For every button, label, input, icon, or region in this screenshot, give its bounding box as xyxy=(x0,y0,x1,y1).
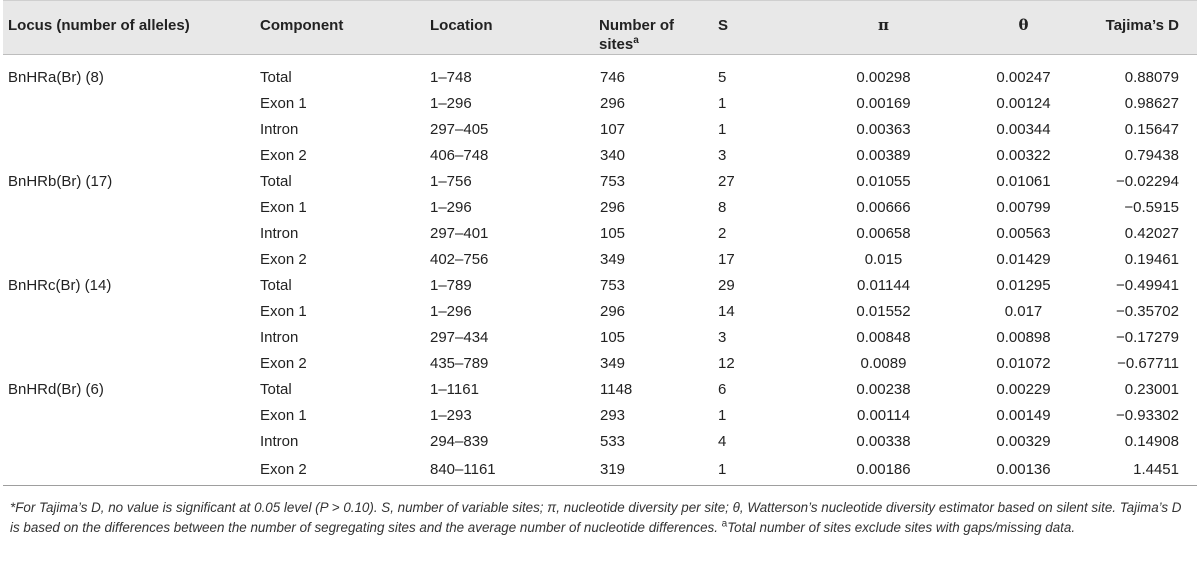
cell-theta: 0.00799 xyxy=(996,199,1051,216)
cell-component: Exon 2 xyxy=(260,147,307,164)
cell-number-of-sites: 340 xyxy=(600,147,626,164)
cell-pi: 0.01055 xyxy=(856,173,911,190)
cell-locus xyxy=(3,143,255,169)
cell-locus: BnHRa(Br) (8) xyxy=(8,69,104,86)
cell-number-of-sites: 107 xyxy=(600,121,626,138)
cell-number-of-sites: 349 xyxy=(600,251,626,268)
cell-location: 1–748 xyxy=(430,69,472,86)
cell-pi: 0.00114 xyxy=(856,407,911,424)
cell-s: 5 xyxy=(718,69,727,86)
cell-component: Exon 1 xyxy=(260,95,307,112)
cell-theta: 0.00136 xyxy=(953,455,1093,485)
cell-location: 402–756 xyxy=(430,251,489,268)
cell-location: 1–789 xyxy=(430,277,472,294)
cell-component: Exon 1 xyxy=(260,303,307,320)
cell-pi: 0.00238 xyxy=(856,381,911,398)
cell-theta: 0.00329 xyxy=(996,433,1051,450)
header-location: Location xyxy=(425,1,595,55)
table-body xyxy=(3,55,1197,486)
cell-location: 1–293 xyxy=(430,407,472,424)
header-locus: Locus (number of alleles) xyxy=(3,1,255,55)
header-s: S xyxy=(713,1,813,55)
cell-tajimas-d: 0.14908 xyxy=(1124,433,1179,450)
cell-pi: 0.00363 xyxy=(856,121,911,138)
cell-tajimas-d: −0.17279 xyxy=(1116,329,1179,346)
cell-tajimas-d: 0.98627 xyxy=(1124,95,1179,112)
footnote-marker: a xyxy=(721,518,728,530)
cell-locus: BnHRd(Br) (6) xyxy=(8,381,104,398)
cell-locus xyxy=(3,195,255,221)
cell-pi: 0.015 xyxy=(864,251,903,268)
cell-tajimas-d: 0.15647 xyxy=(1124,121,1179,138)
cell-tajimas-d: −0.5915 xyxy=(1124,199,1179,216)
cell-location: 297–401 xyxy=(430,225,489,242)
table-row xyxy=(3,117,1197,143)
cell-s: 1 xyxy=(713,455,813,485)
diversity-table xyxy=(3,0,1197,486)
table-row xyxy=(3,325,1197,351)
cell-pi: 0.01552 xyxy=(856,303,911,320)
header-sites-label: Number of sites xyxy=(599,17,674,53)
cell-component: Exon 1 xyxy=(260,199,307,216)
cell-location: 435–789 xyxy=(430,355,489,372)
table-row xyxy=(3,299,1197,325)
cell-component: Intron xyxy=(260,121,299,138)
cell-number-of-sites: 319 xyxy=(595,455,713,485)
table-footnote xyxy=(0,486,1200,538)
table-header xyxy=(3,1,1197,55)
cell-theta: 0.00247 xyxy=(996,69,1051,86)
cell-theta: 0.00563 xyxy=(996,225,1051,242)
cell-theta: 0.01429 xyxy=(996,251,1051,268)
table-row xyxy=(3,195,1197,221)
cell-theta: 0.00149 xyxy=(996,407,1051,424)
cell-location: 1–296 xyxy=(430,95,472,112)
table-row xyxy=(3,169,1197,195)
cell-s: 29 xyxy=(718,277,735,294)
table-row xyxy=(3,403,1197,429)
cell-number-of-sites: 746 xyxy=(600,69,626,86)
cell-tajimas-d: −0.93302 xyxy=(1116,407,1179,424)
table-row xyxy=(3,247,1197,273)
cell-tajimas-d: 0.23001 xyxy=(1124,381,1179,398)
cell-theta: 0.00898 xyxy=(996,329,1051,346)
footnote-a-note: Total number of sites exclude sites with gaps/missing data. xyxy=(727,519,1076,535)
cell-number-of-sites: 753 xyxy=(600,277,626,294)
cell-locus: BnHRc(Br) (14) xyxy=(8,277,112,294)
cell-tajimas-d: −0.02294 xyxy=(1116,173,1179,190)
cell-location: 297–434 xyxy=(430,329,489,346)
table-row xyxy=(3,429,1197,455)
cell-location: 406–748 xyxy=(430,147,489,164)
cell-component: Exon 2 xyxy=(255,455,425,485)
cell-locus xyxy=(3,403,255,429)
cell-theta: 0.00344 xyxy=(996,121,1051,138)
table-row xyxy=(3,221,1197,247)
cell-s: 12 xyxy=(718,355,735,372)
cell-number-of-sites: 105 xyxy=(600,225,626,242)
footnote-main: *For Tajima’s D, no value is significant at 0.05 level (P > 0.10). S, number of variable sites; π, nucleotide diversity per site; θ, Watterson’s nucleotide diversity estimator based on silent site. Tajima’s D is based on the differences between the number of segregating sites and the average number of nucleotide differences. xyxy=(10,499,1182,535)
cell-number-of-sites: 296 xyxy=(600,199,626,216)
cell-location: 1–1161 xyxy=(430,381,479,398)
cell-pi: 0.00666 xyxy=(856,199,911,216)
header-sites-superscript: a xyxy=(633,35,639,46)
cell-tajimas-d: −0.35702 xyxy=(1116,303,1179,320)
cell-number-of-sites: 533 xyxy=(600,433,626,450)
cell-s: 2 xyxy=(718,225,727,242)
cell-component: Intron xyxy=(260,329,299,346)
cell-number-of-sites: 105 xyxy=(600,329,626,346)
cell-theta: 0.00124 xyxy=(996,95,1051,112)
cell-number-of-sites: 293 xyxy=(600,407,626,424)
cell-s: 3 xyxy=(718,147,727,164)
cell-locus xyxy=(3,221,255,247)
table-row xyxy=(3,273,1197,299)
cell-location: 1–756 xyxy=(430,173,472,190)
header-component: Component xyxy=(255,1,425,55)
cell-locus xyxy=(3,455,255,485)
cell-s: 17 xyxy=(718,251,735,268)
cell-component: Total xyxy=(260,277,292,294)
cell-s: 27 xyxy=(718,173,735,190)
cell-locus: BnHRb(Br) (17) xyxy=(8,173,113,190)
table-row xyxy=(3,91,1197,117)
header-theta: θ xyxy=(953,1,1093,55)
cell-number-of-sites: 296 xyxy=(600,303,626,320)
cell-theta: 0.01295 xyxy=(996,277,1051,294)
cell-tajimas-d: 0.88079 xyxy=(1124,69,1179,86)
cell-location: 840–1161 xyxy=(425,455,595,485)
cell-s: 1 xyxy=(718,407,727,424)
cell-s: 3 xyxy=(718,329,727,346)
cell-pi: 0.00389 xyxy=(856,147,911,164)
cell-component: Total xyxy=(260,69,292,86)
cell-component: Intron xyxy=(260,225,299,242)
cell-location: 297–405 xyxy=(430,121,489,138)
cell-theta: 0.00322 xyxy=(996,147,1051,164)
cell-pi: 0.00169 xyxy=(856,95,911,112)
cell-component: Exon 2 xyxy=(260,251,307,268)
cell-component: Intron xyxy=(260,433,299,450)
cell-locus xyxy=(3,117,255,143)
header-pi: π xyxy=(813,1,953,55)
table-row xyxy=(3,455,1197,485)
cell-pi: 0.00186 xyxy=(813,455,953,485)
cell-s: 1 xyxy=(718,95,727,112)
cell-tajimas-d: 1.4451 xyxy=(1093,455,1197,485)
cell-locus xyxy=(3,429,255,455)
cell-theta: 0.01072 xyxy=(996,355,1051,372)
cell-number-of-sites: 349 xyxy=(600,355,626,372)
cell-pi: 0.0089 xyxy=(860,355,907,372)
cell-locus xyxy=(3,351,255,377)
table-row xyxy=(3,143,1197,169)
cell-pi: 0.00848 xyxy=(856,329,911,346)
cell-theta: 0.017 xyxy=(1004,303,1043,320)
cell-pi: 0.00298 xyxy=(856,69,911,86)
cell-s: 8 xyxy=(718,199,727,216)
table-row xyxy=(3,351,1197,377)
cell-s: 4 xyxy=(718,433,727,450)
cell-location: 294–839 xyxy=(430,433,489,450)
cell-locus xyxy=(3,299,255,325)
cell-number-of-sites: 753 xyxy=(600,173,626,190)
cell-pi: 0.01144 xyxy=(856,277,911,294)
cell-s: 6 xyxy=(718,381,727,398)
cell-pi: 0.00658 xyxy=(856,225,911,242)
cell-tajimas-d: 0.79438 xyxy=(1124,147,1179,164)
cell-s: 14 xyxy=(718,303,735,320)
table-row xyxy=(3,55,1197,92)
cell-tajimas-d: 0.42027 xyxy=(1124,225,1179,242)
cell-tajimas-d: 0.19461 xyxy=(1124,251,1179,268)
cell-pi: 0.00338 xyxy=(856,433,911,450)
cell-number-of-sites: 296 xyxy=(600,95,626,112)
cell-tajimas-d: −0.67711 xyxy=(1117,355,1179,372)
cell-location: 1–296 xyxy=(430,303,472,320)
cell-locus xyxy=(3,325,255,351)
cell-component: Exon 1 xyxy=(260,407,307,424)
cell-location: 1–296 xyxy=(430,199,472,216)
header-tajimas-d: Tajima’s D xyxy=(1093,1,1197,55)
cell-tajimas-d: −0.49941 xyxy=(1116,277,1179,294)
cell-number-of-sites: 1148 xyxy=(600,381,633,398)
cell-theta: 0.01061 xyxy=(996,173,1051,190)
cell-s: 1 xyxy=(718,121,727,138)
table-row xyxy=(3,377,1197,403)
cell-locus xyxy=(3,91,255,117)
cell-component: Total xyxy=(260,381,292,398)
cell-component: Exon 2 xyxy=(260,355,307,372)
header-number-of-sites xyxy=(595,1,713,55)
cell-theta: 0.00229 xyxy=(996,381,1051,398)
cell-locus xyxy=(3,247,255,273)
cell-component: Total xyxy=(260,173,292,190)
